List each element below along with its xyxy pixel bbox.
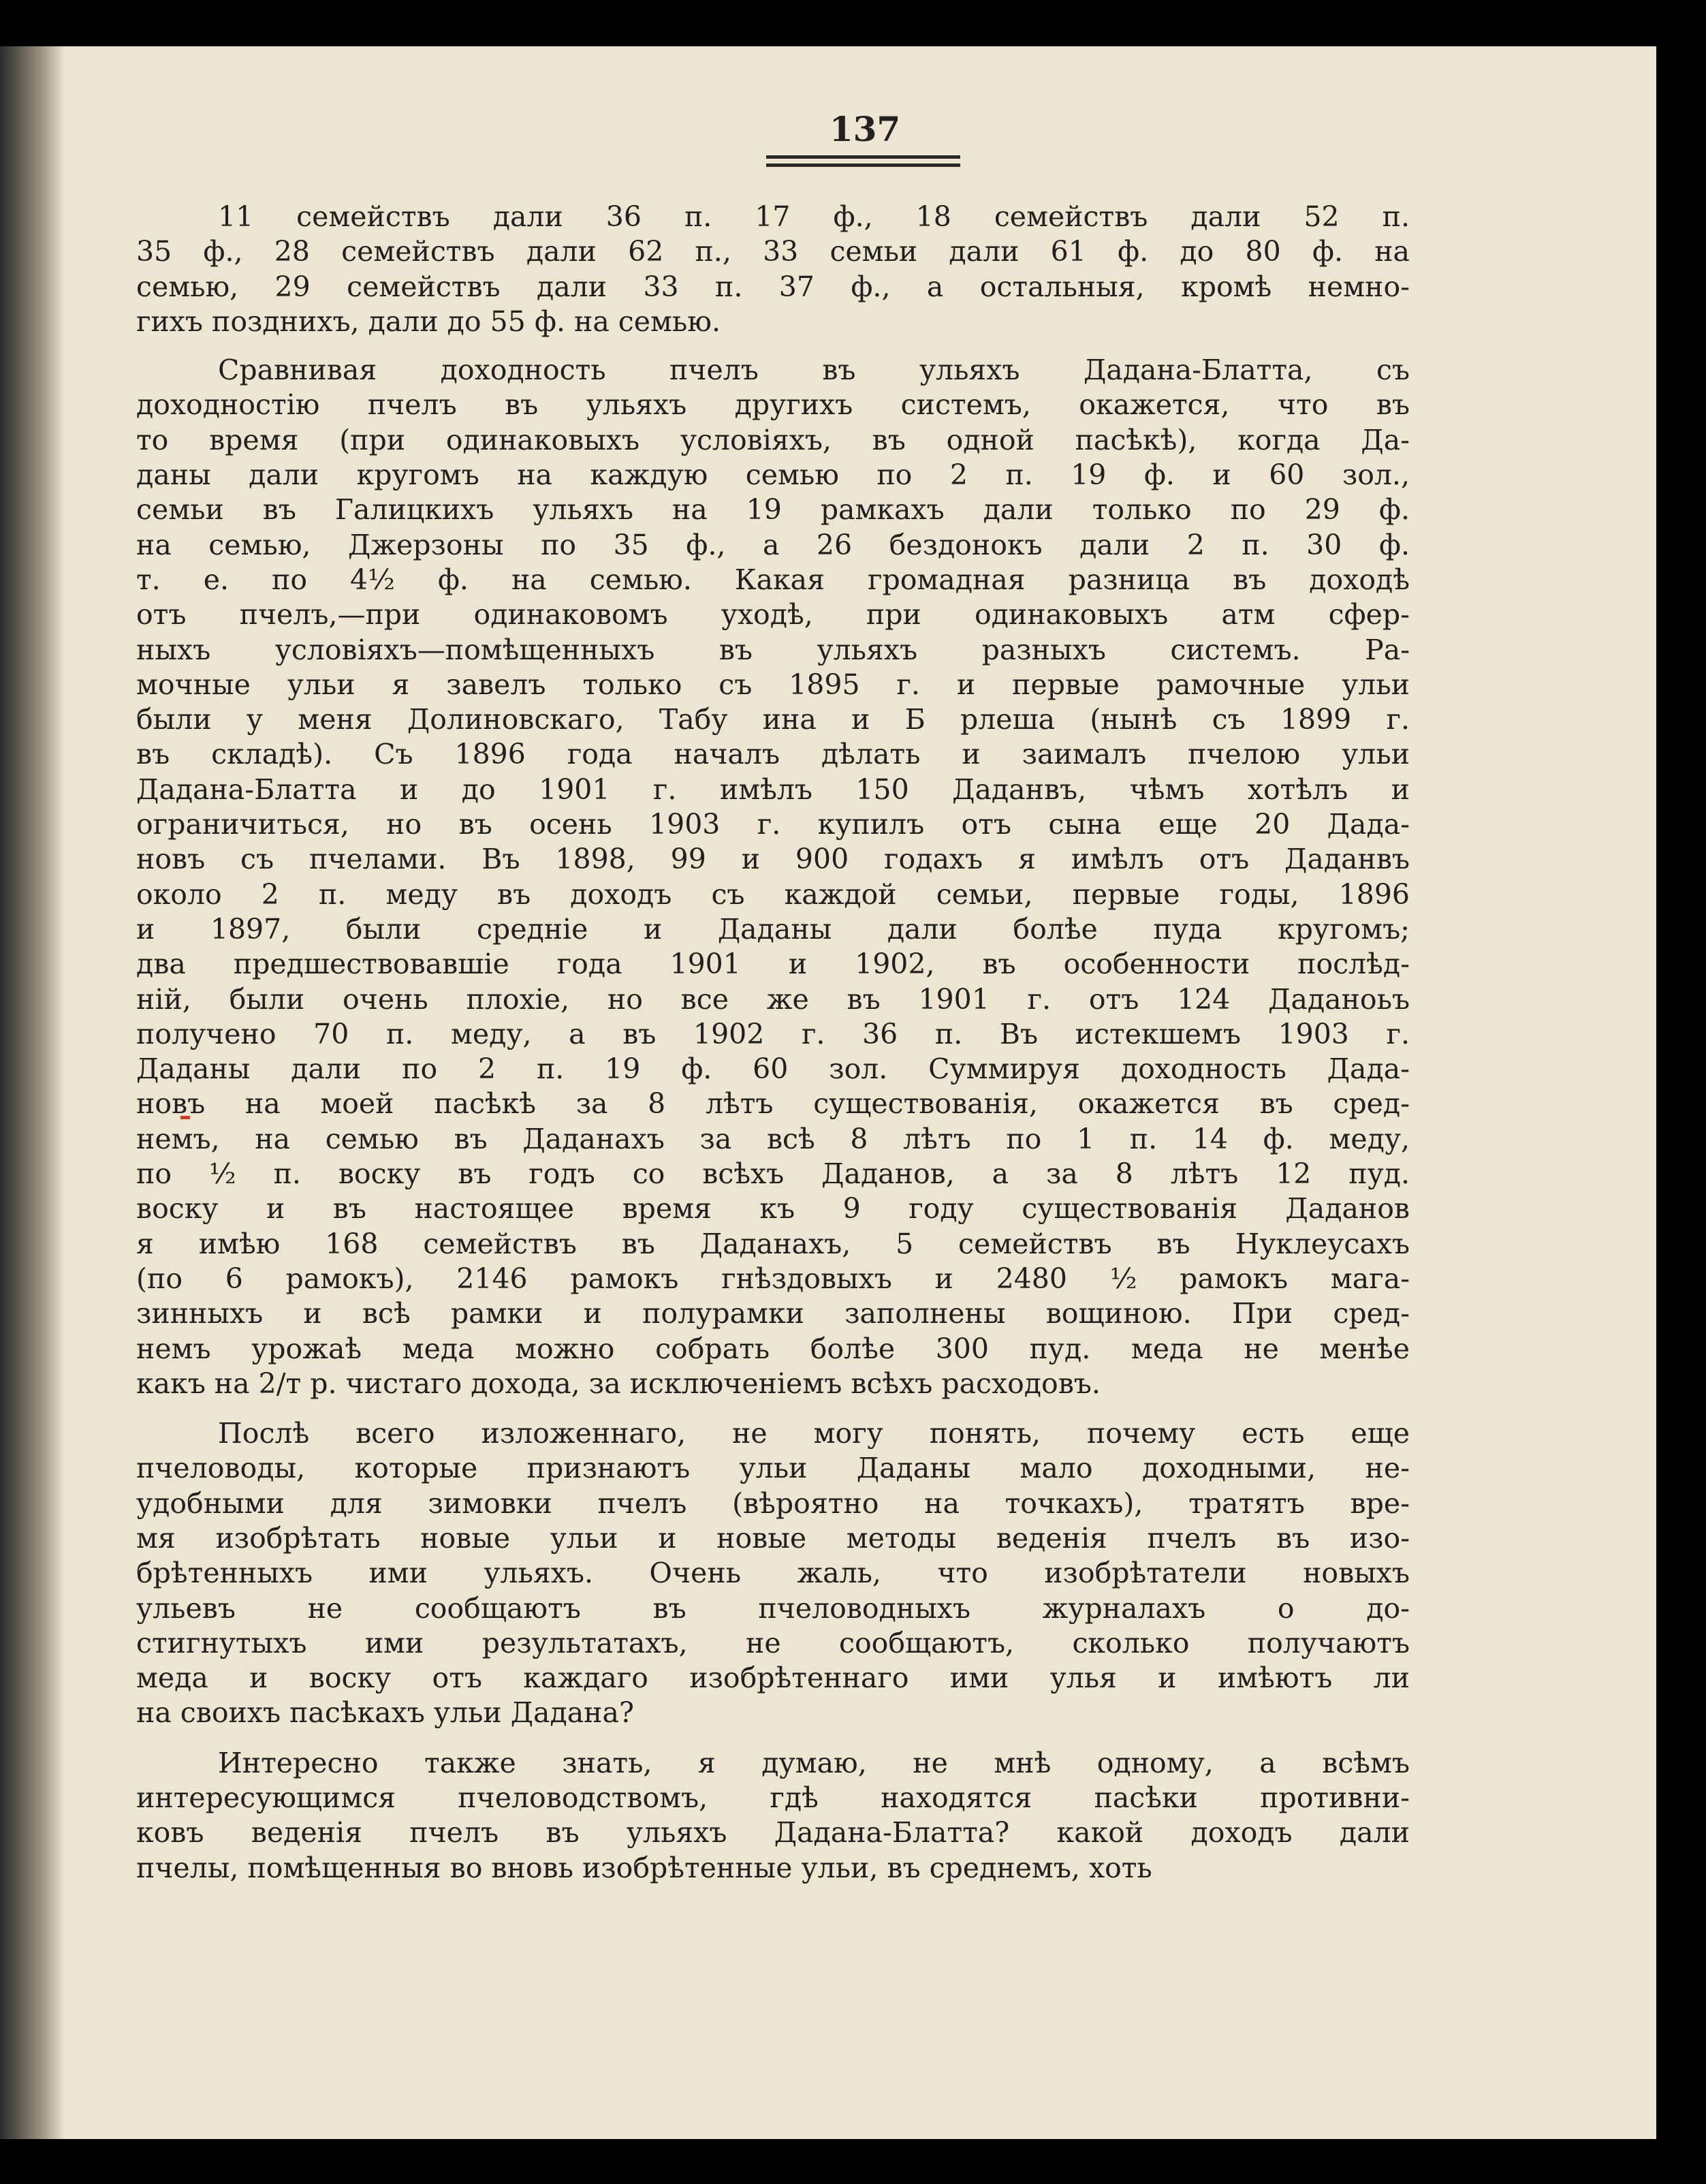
text-line: немъ урожаѣ меда можно собрать болѣе 300 пуд. меда не менѣе [136,1332,1410,1365]
text-line: воску и въ настоящее время къ 9 году существованія Даданов [136,1192,1410,1226]
paragraph [136,1416,1410,1731]
text-line: немъ, на семью въ Даданахъ за всѣ 8 лѣтъ по 1 п. 14 ф. меду, [136,1122,1410,1155]
text-line: ній, были очень плохіе, но все же въ 1901 г. отъ 124 Даданоьъ [136,982,1410,1016]
text-line: ковъ веденія пчелъ въ ульяхъ Дадана-Блатта? какой доходъ дали [136,1816,1410,1850]
text-line: на семью, Джерзоны по 35 ф., а 26 бездонокъ дали 2 п. 30 ф. [136,528,1410,561]
paragraph [136,1746,1410,1886]
text-line: мя изобрѣтать новые ульи и новые методы веденія пчелъ въ изо- [136,1521,1410,1555]
text-line: семью, 29 семействъ дали 33 п. 37 ф., а остальныя, кромѣ немно- [136,270,1410,303]
text-line: гихъ позднихъ, дали до 55 ф. на семью. [136,305,721,338]
text-line: Послѣ всего изложеннаго, не могу понять, почему есть еще [218,1417,1410,1450]
text-line: и 1897, были средніе и Даданы дали болѣе пуда кругомъ; [136,912,1410,946]
text-line: мочные ульи я завелъ только съ 1895 г. и первые рамочные ульи [136,668,1410,701]
text-line: удобными для зимовки пчелъ (вѣроятно на точкахъ), тратятъ вре- [136,1486,1410,1520]
text-line: то время (при одинаковыхъ условіяхъ, въ одной пасѣкѣ), когда Да- [136,423,1410,456]
text-line: т. е. по 4½ ф. на семью. Какая громадная разница въ доходѣ [136,563,1410,596]
text-line: ограничиться, но въ осень 1903 г. купилъ отъ сына еще 20 Дада- [136,808,1410,841]
text-line: пчеловоды, которые признаютъ ульи Даданы мало доходными, не- [136,1452,1410,1485]
text-line: Даданы дали по 2 п. 19 ф. 60 зол. Суммируя доходность Дада- [136,1052,1410,1086]
text-line: въ складѣ). Съ 1896 года началъ дѣлать и заималъ пчелою ульи [136,738,1410,771]
text-line: (по 6 рамокъ), 2146 рамокъ гнѣздовыхъ и 2480 ½ рамокъ мага- [136,1262,1410,1295]
header-rule-bottom [766,163,960,167]
text-line: интересующимся пчеловодствомъ, гдѣ находятся пасѣки противни- [136,1781,1410,1815]
paragraph [136,200,1410,339]
text-line: были у меня Долиновскаго, Табу ина и Б рлеша (нынѣ съ 1899 г. [136,703,1410,736]
page-gutter-shadow [0,46,65,2139]
text-line: новъ на моей пасѣкѣ за 8 лѣтъ существованія, окажется въ сред- [136,1087,1410,1121]
text-line: даны дали кругомъ на каждую семью по 2 п. 19 ф. и 60 зол., [136,458,1410,492]
paragraph [136,353,1410,1401]
text-line: стигнутыхъ ими результатахъ, не сообщаютъ, сколько получаютъ [136,1626,1410,1659]
text-line: на своихъ пасѣкахъ ульи Дадана? [136,1696,634,1730]
text-line: отъ пчелъ,—при одинаковомъ уходѣ, при одинаковыхъ атм сфер- [136,598,1410,631]
page-number: 137 [829,109,901,149]
text-line: около 2 п. меду въ доходъ съ каждой семьи, первые годы, 1896 [136,877,1410,911]
header-rule-top [766,155,960,159]
body-text [136,200,1410,1886]
text-line: Интересно также знать, я думаю, не мнѣ одному, а всѣмъ [218,1746,1410,1779]
text-line: ныхъ условіяхъ—помѣщенныхъ въ ульяхъ разныхъ системъ. Ра- [136,633,1410,666]
text-line: брѣтенныхъ ими ульяхъ. Очень жаль, что изобрѣтатели новыхъ [136,1557,1410,1590]
text-line: меда и воску отъ каждаго изобрѣтеннаго ими улья и имѣютъ ли [136,1662,1410,1695]
book-page [0,46,1656,2139]
text-line: семьи въ Галицкихъ ульяхъ на 19 рамкахъ дали только по 29 ф. [136,493,1410,527]
text-line: получено 70 п. меду, а въ 1902 г. 36 п. Въ истекшемъ 1903 г. [136,1017,1410,1050]
text-line: по ½ п. воску въ годъ со всѣхъ Даданов, а за 8 лѣтъ 12 пуд. [136,1157,1410,1191]
text-line: 35 ф., 28 семействъ дали 62 п., 33 семьи дали 61 ф. до 80 ф. на [136,235,1410,268]
text-line: новъ съ пчелами. Въ 1898, 99 и 900 годахъ я имѣлъ отъ Даданвъ [136,843,1410,876]
text-line: 11 семействъ дали 36 п. 17 ф., 18 семействъ дали 52 п. [218,200,1410,233]
text-line: два предшествовавшіе года 1901 и 1902, въ особенности послѣд- [136,948,1410,981]
text-line: какъ на 2/т р. чистаго дохода, за исключеніемъ всѣхъ расходовъ. [136,1367,1101,1400]
text-line: зинныхъ и всѣ рамки и полурамки заполнены вощиною. При сред- [136,1297,1410,1330]
text-line: Дадана-Блатта и до 1901 г. имѣлъ 150 Даданвъ, чѣмъ хотѣлъ и [136,773,1410,806]
text-line: ульевъ не сообщаютъ въ пчеловодныхъ журналахъ о до- [136,1591,1410,1625]
text-line: доходностію пчелъ въ ульяхъ другихъ системъ, окажется, что въ [136,388,1410,422]
text-line: Сравнивая доходность пчелъ въ ульяхъ Дадана-Блатта, съ [218,354,1410,387]
text-line: я имѣю 168 семействъ въ Даданахъ, 5 семействъ въ Нуклеусахъ [136,1227,1410,1260]
text-line: пчелы, помѣщенныя во вновь изобрѣтенные ульи, въ среднемъ, хоть [136,1851,1152,1884]
